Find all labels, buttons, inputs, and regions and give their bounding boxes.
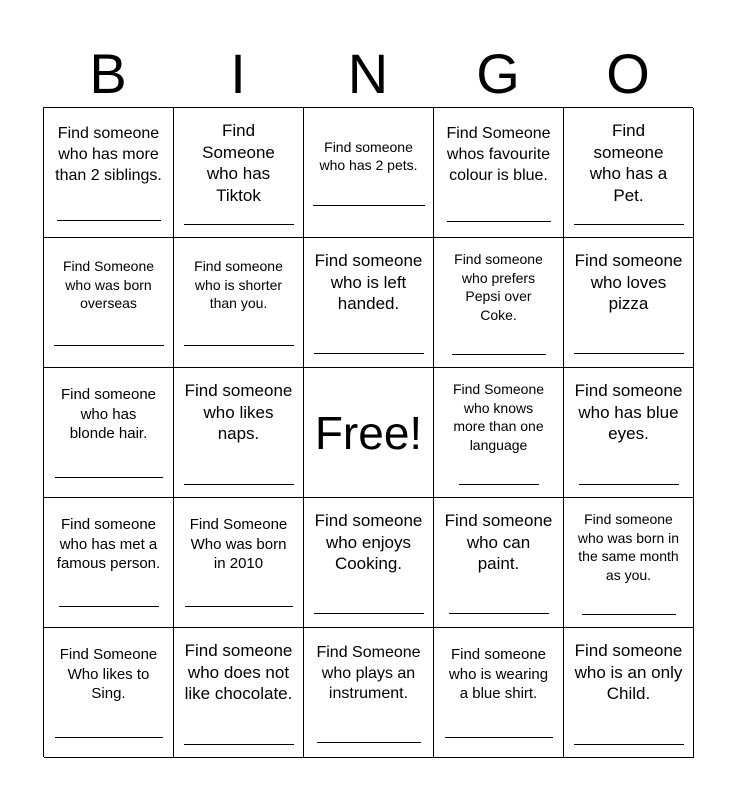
answer-line <box>447 221 551 222</box>
bingo-cell <box>434 498 564 628</box>
answer-line <box>57 220 161 221</box>
answer-line <box>55 737 163 738</box>
answer-line <box>184 484 294 485</box>
answer-line <box>317 742 421 743</box>
cell-text: Find someone who is an only Child. <box>574 641 683 703</box>
answer-line <box>54 345 164 346</box>
bingo-cell <box>174 108 304 238</box>
bingo-grid <box>43 107 693 757</box>
bingo-cell <box>44 108 174 238</box>
cell-text: Find someone who likes naps. <box>184 381 293 443</box>
cell-text: Find someone who loves pizza <box>574 251 683 313</box>
cell-text: Find someone who has more than 2 siblings. <box>55 125 162 184</box>
cell-text: Find Someone whos favourite colour is blue. <box>446 125 551 184</box>
header-letter-n: N <box>347 42 389 105</box>
bingo-cell <box>434 108 564 238</box>
answer-line <box>55 477 163 478</box>
bingo-cell <box>304 628 434 758</box>
cell-text: Find someone who has met a famous person. <box>56 516 161 572</box>
answer-line <box>313 205 425 206</box>
answer-line <box>452 354 546 355</box>
answer-line <box>185 606 293 607</box>
answer-line <box>314 353 424 354</box>
free-space <box>304 368 434 498</box>
answer-line <box>184 345 294 346</box>
header-letter-o: O <box>606 42 650 105</box>
answer-line <box>314 613 424 614</box>
answer-line <box>574 353 684 354</box>
cell-text: Find Someone who has Tiktok <box>202 121 275 205</box>
bingo-cell <box>434 238 564 368</box>
bingo-cell <box>434 368 564 498</box>
cell-text: Find Someone Who was born in 2010 <box>189 516 288 572</box>
cell-text: Find someone who can paint. <box>444 511 553 573</box>
header-letter-g: G <box>476 42 520 105</box>
answer-line <box>449 613 549 614</box>
answer-line <box>184 224 294 225</box>
cell-text: Find Someone who plays an instrument. <box>316 644 421 702</box>
bingo-cell <box>44 238 174 368</box>
cell-text: Find someone who has 2 pets. <box>319 139 418 173</box>
answer-line <box>582 614 676 615</box>
bingo-cell <box>304 238 434 368</box>
cell-text: Find someone who has blue eyes. <box>574 381 683 443</box>
bingo-cell <box>44 368 174 498</box>
bingo-header <box>43 40 693 108</box>
answer-line <box>445 737 553 738</box>
cell-text: Find someone who was born in the same month as you. <box>577 511 680 583</box>
bingo-cell <box>174 498 304 628</box>
cell-text: Find someone who is shorter than you. <box>194 258 283 311</box>
bingo-cell <box>564 108 694 238</box>
answer-line <box>574 224 684 225</box>
header-letter-b: B <box>89 42 127 105</box>
header-letter-i: I <box>230 42 246 105</box>
bingo-cell <box>564 498 694 628</box>
bingo-cell <box>304 108 434 238</box>
bingo-cell <box>174 628 304 758</box>
answer-line <box>59 606 159 607</box>
cell-text: Find Someone who knows more than one language <box>452 381 545 453</box>
bingo-cell <box>564 368 694 498</box>
bingo-cell <box>564 238 694 368</box>
cell-text: Find someone who is wearing a blue shirt. <box>448 646 549 702</box>
cell-text: Find someone who enjoys Cooking. <box>314 511 423 573</box>
cell-text: Find Someone who was born overseas <box>62 258 155 311</box>
answer-line <box>579 484 679 485</box>
free-label: Free! <box>314 406 423 459</box>
cell-text: Find someone who does not like chocolate. <box>184 641 293 703</box>
bingo-cell <box>174 368 304 498</box>
cell-text: Find Someone Who likes to Sing. <box>59 646 158 702</box>
cell-text: Find someone who is left handed. <box>314 251 423 313</box>
bingo-cell <box>44 498 174 628</box>
answer-line <box>184 744 294 745</box>
answer-line <box>574 744 684 745</box>
bingo-cell <box>564 628 694 758</box>
cell-text: Find someone who prefers Pepsi over Coke. <box>454 251 543 323</box>
bingo-cell <box>434 628 564 758</box>
bingo-cell <box>44 628 174 758</box>
bingo-cell <box>174 238 304 368</box>
answer-line <box>459 484 539 485</box>
bingo-cell <box>304 498 434 628</box>
cell-text: Find someone who has a Pet. <box>589 121 668 205</box>
cell-text: Find someone who has blonde hair. <box>60 386 157 442</box>
